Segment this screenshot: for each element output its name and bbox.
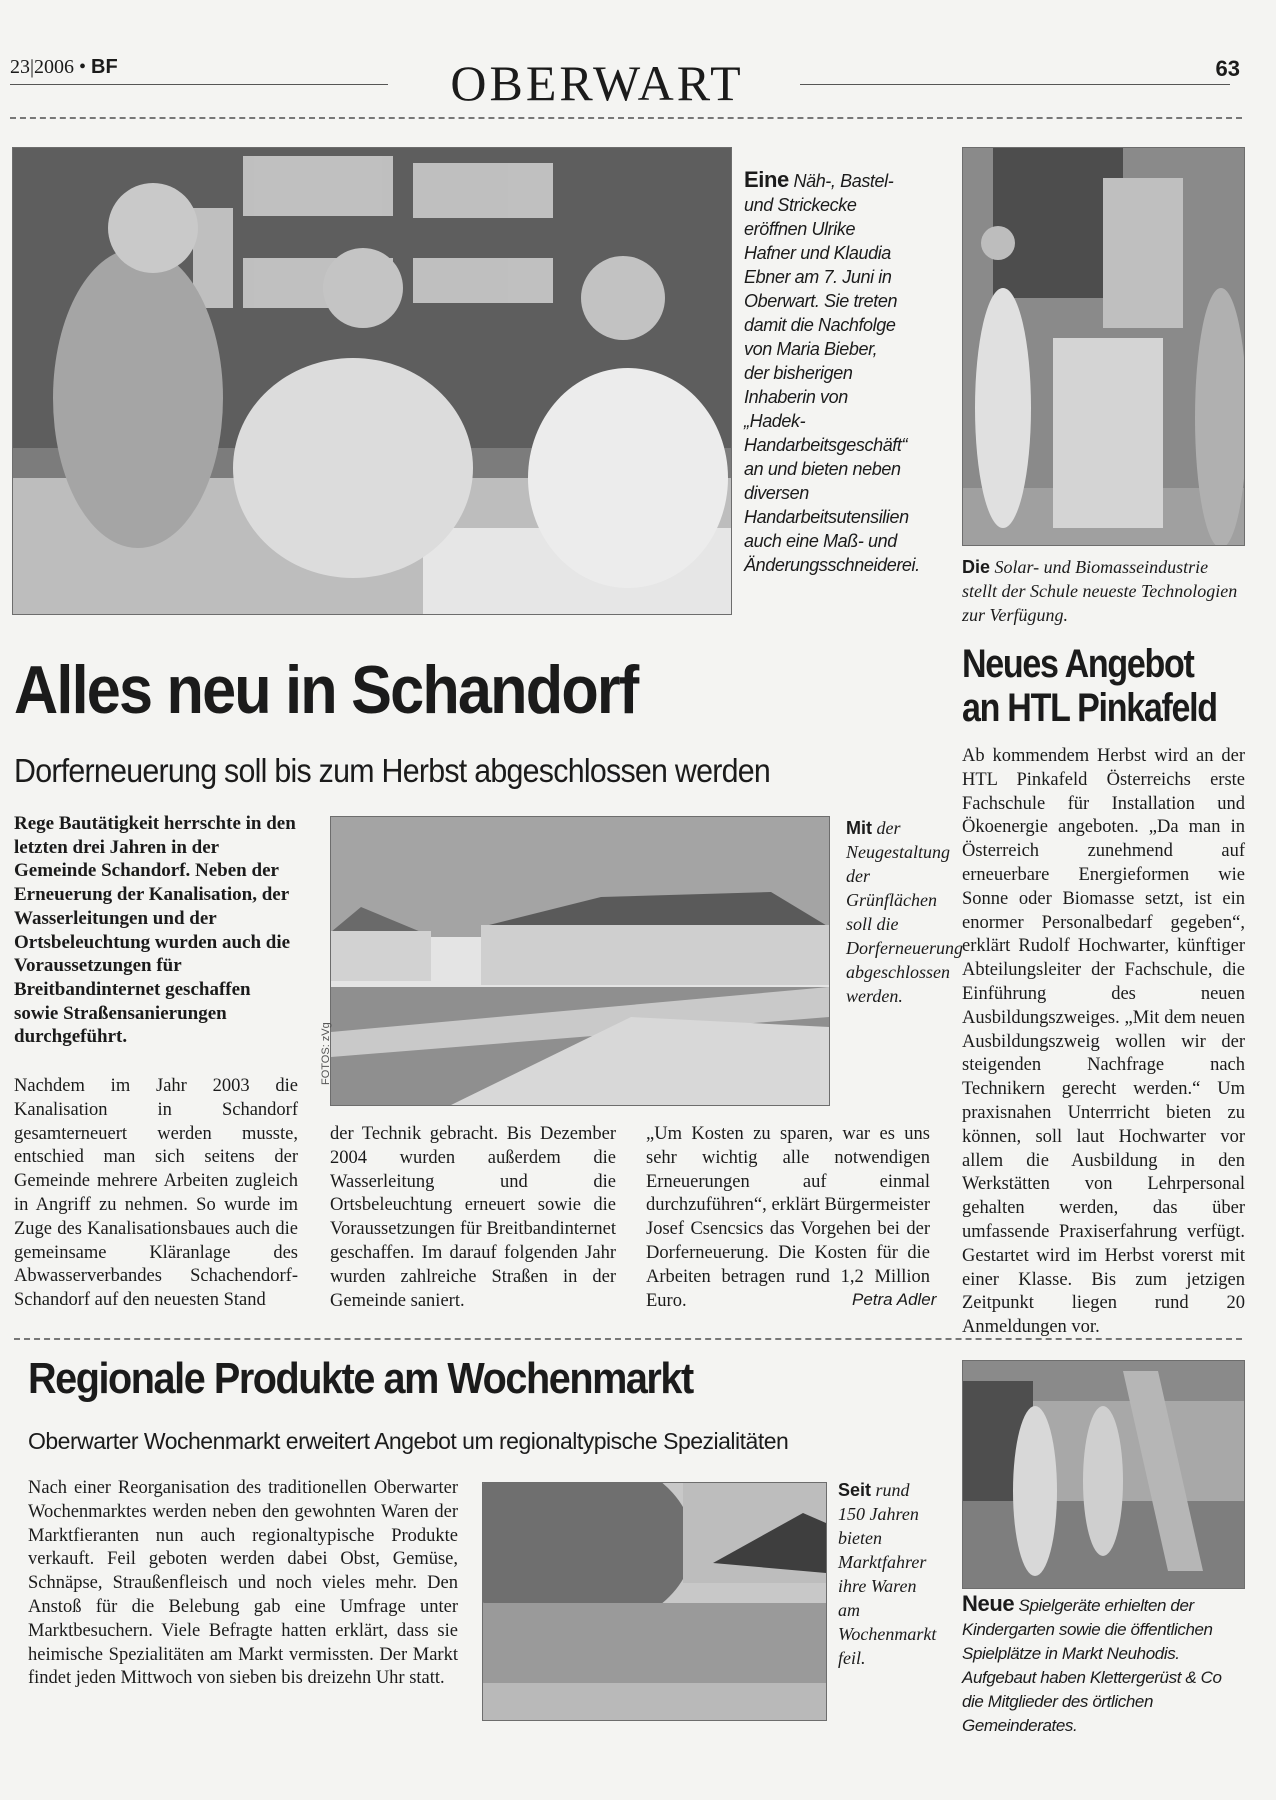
playground-caption (962, 1592, 1244, 1738)
solar-caption-text: Solar- und Biomasseindustrie stellt der Schule neueste Technologien zur Verfügung. (962, 557, 1238, 625)
market-headline: Regionale Produkte am Wochenmarkt (28, 1354, 693, 1403)
htl-headline (962, 642, 1243, 730)
issue-bullet: • (79, 56, 87, 78)
market-photo (482, 1482, 827, 1721)
schandorf-col1: Nachdem im Jahr 2003 die Kanalisation in Schandorf gesamterneuert werden musste, entschied man sich seitens der Gemeinde mehrere Arbeiten zugleich in Angriff zu nehmen. So wurde im Zuge des Kanalisationsbaues auch die gemeinsame Kläranlage des Abwasserverbandes Schachendorf-Schandorf auf den neuesten Stand (14, 1076, 298, 1311)
schandorf-col2: der Technik gebracht. Bis Dezember 2004 wurden außerdem die Wasserleitung und die Ortsbeleuchtung erneuert sowie die Voraussetzungen für Breitbandinternet geschaffen. Im darauf folgenden Jahr wurden zahlreiche Straßen in der Gemeinde saniert. (330, 1124, 616, 1311)
schandorf-caption-lead: Mit (846, 818, 872, 838)
issue-number: 23|2006 (10, 56, 75, 78)
shop-caption (744, 167, 920, 577)
market-body: Nach einer Reorganisation des traditionellen Oberwarter Wochenmarktes werden neben den gewohnten Waren der Marktfieranten nun auch regionaltypische Produkte verkauft. Feil geboten werden dabei Obst, Gemüse, Schnäpse, Straußenfleisch und noch vieles mehr. Den Anstoß für die Belebung gab eine Umfrage unter Marktbesuchern. Viele Befragte hatten erklärt, dass sie heimische Spezialitäten am Markt vermissten. Der Markt findet jeden Mittwoch von sieben bis dreizehn Uhr statt. (28, 1478, 458, 1689)
playground-caption-text: Spielgeräte erhielten der Kindergarten sowie die öffentlichen Spielplätze in Markt Neuhodis. Aufgebaut haben Klettergerüst & Co die Mitglieder des örtlichen Gemeinderates. (962, 1596, 1222, 1735)
solar-caption (962, 555, 1246, 627)
shop-caption-lead: Eine (744, 167, 789, 192)
market-subhead: Oberwarter Wochenmarkt erweitert Angebot um regionaltypische Spezialitäten (28, 1428, 789, 1454)
schandorf-lead: Rege Bautätigkeit herrschte in den letzten drei Jahren in der Gemeinde Schandorf. Neben der Erneuerung der Kanalisation, der Wasserleitungen und der Ortsbeleuchtung wurden auch die Voraussetzungen für Breitbandinternet geschaffen sowie Straßensanierungen durchgeführt. (14, 813, 296, 1048)
photo-credit: FOTOS: zVg (320, 1022, 332, 1085)
market-caption-text: rund 150 Jahren bieten Marktfahrer ihre Waren am Wochenmarkt feil. (838, 1480, 937, 1668)
schandorf-photo (330, 816, 830, 1106)
market-caption-lead: Seit (838, 1480, 872, 1500)
playground-caption-lead: Neue (962, 1591, 1015, 1616)
shop-photo (12, 147, 732, 615)
schandorf-author: Petra Adler (852, 1290, 937, 1309)
header-rule-right (800, 84, 1230, 85)
htl-body: Ab kommendem Herbst wird an der HTL Pinkafeld Österreichs erste Fachschule für Installation und Ökoenergie angeboten. „Da man in Österreich zunehmend auf erneuerbare Energieformen wie Sonne oder Biomasse setzt, ist ein enormer Personalbedarf gegeben“, erklärt Rudolf Hochwarter, künftiger Abteilungsleiter der Fachschule, die Einführung des neuen Ausbildungszweiges. „Mit dem neuen Ausbildungszweig wollen wir der steigenden Nachfrage nach Technikern gerecht werden.“ Um praxisnahen Unterrricht bieten zu können, soll laut Hochwarter vor allem die Ausbildung in den Werkstätten von Lehrpersonal gehalten werden, das über umfassende Praxiserfahrung verfügt. Gestartet wird im Herbst vorerst mit einer Klasse. Bis zum jetzigen Zeitpunkt liegen rund 20 Anmeldungen vor. (962, 746, 1245, 1338)
shop-caption-text: Näh-, Bastel- und Strickecke eröffnen Ulrike Hafner und Klaudia Ebner am 7. Juni in Oberwart. Sie treten damit die Nachfolge von Maria Bieber, der bisherigen Inhaberin von „Hadek-Handarbeitsgeschäft“ an und bieten neben diversen Handarbeitsutensilien auch eine Maß- und Änderungsschneiderei. (744, 171, 920, 575)
schandorf-subhead: Dorferneuerung soll bis zum Herbst abgeschlossen werden (14, 752, 771, 789)
schandorf-col3: „Um Kosten zu sparen, war es uns sehr wichtig alle notwendigen Erneuerungen auf einmal durchzuführen“, erklärt Bürgermeister Josef Csencsics das Vorgehen bei der Dorferneuerung. Die Kosten für die Arbeiten betragen rund 1,2 Million Euro. (646, 1124, 930, 1311)
section-title: OBERWART (450, 55, 744, 111)
schandorf-headline: Alles neu in Schandorf (14, 652, 638, 728)
header-divider (10, 117, 1242, 119)
solar-photo (962, 147, 1245, 546)
market-caption (838, 1478, 938, 1670)
htl-headline-line2: an HTL Pinkafeld (962, 686, 1217, 730)
playground-photo (962, 1360, 1245, 1589)
solar-caption-lead: Die (962, 557, 991, 577)
schandorf-caption-text: der Neugestaltung der Grünflächen soll die Dorferneuerung abgeschlossen werden. (846, 818, 963, 1006)
section-divider (14, 1338, 1242, 1340)
schandorf-caption (846, 816, 963, 1008)
htl-headline-line1: Neues Angebot (962, 642, 1194, 686)
paper-name: BF (91, 56, 118, 78)
page-number: 63 (1215, 56, 1240, 81)
